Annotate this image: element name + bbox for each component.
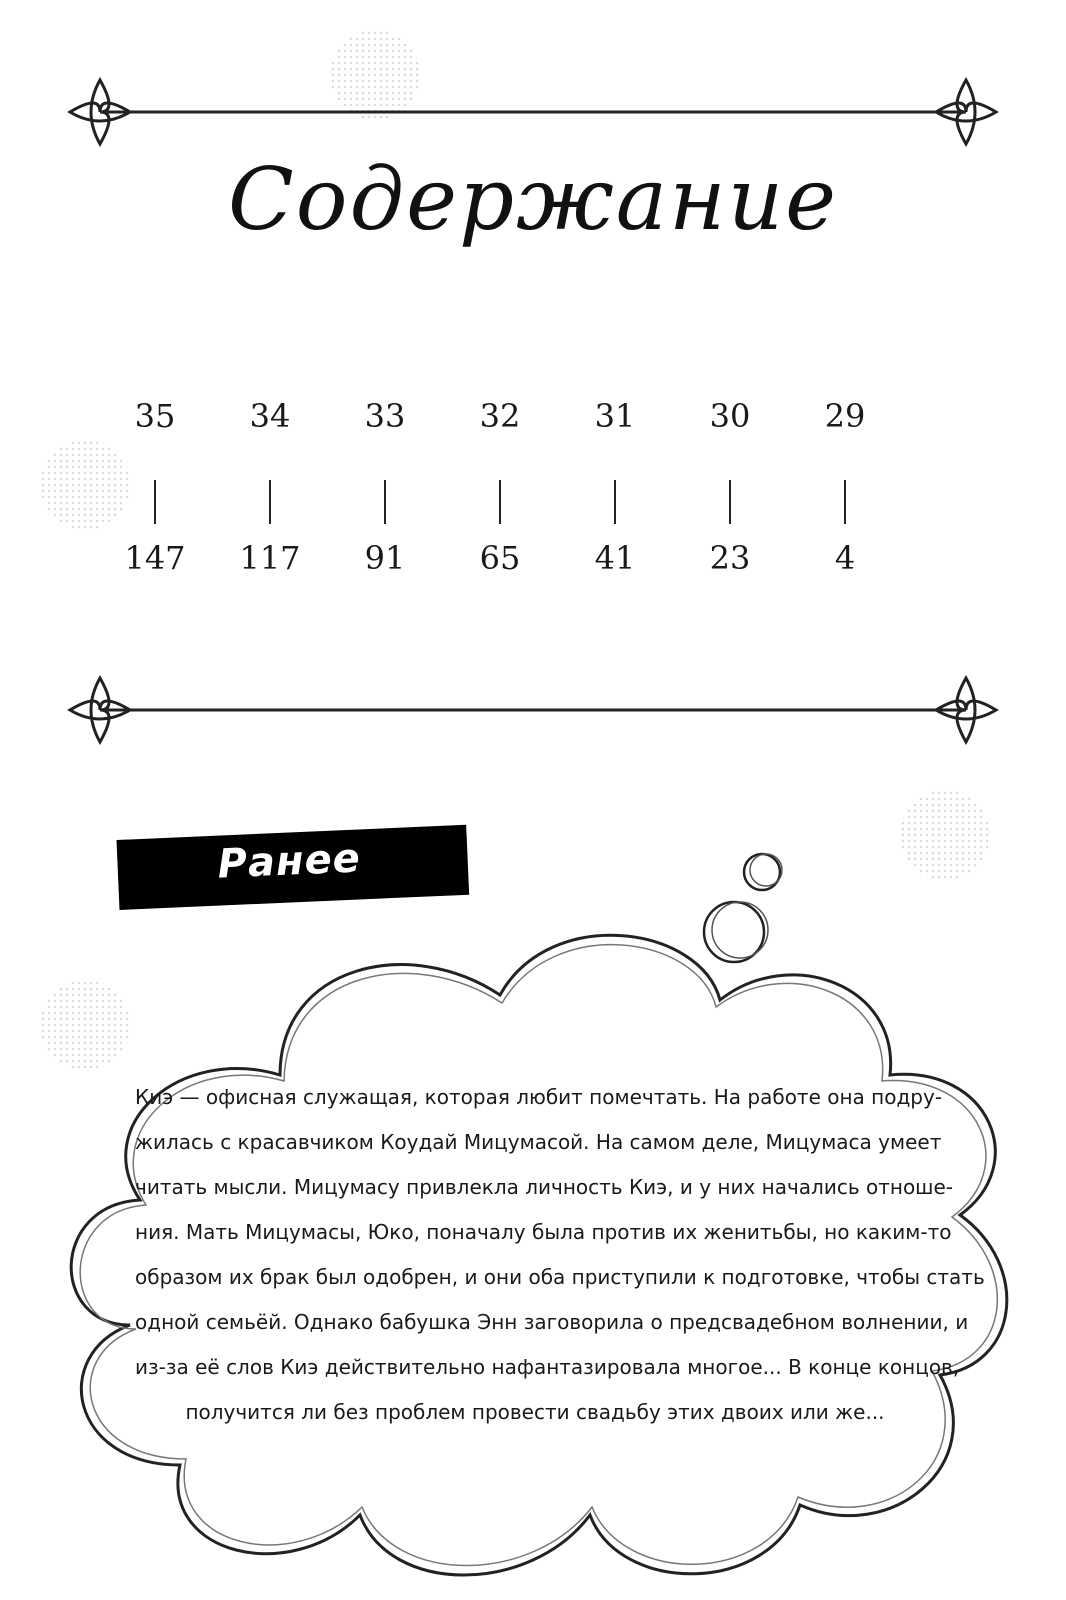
toc-entry[interactable] xyxy=(680,390,780,590)
previously-label-bar xyxy=(116,825,469,910)
divider-line xyxy=(614,480,616,524)
toc-entry[interactable] xyxy=(105,390,205,590)
divider-line xyxy=(154,480,156,524)
chapter-number: 34 xyxy=(249,397,291,435)
page-title: Содержание xyxy=(228,150,838,250)
summary-line: получится ли без проблем провести свадьбу этих двоих или же... xyxy=(185,1400,885,1424)
page-number: 117 xyxy=(239,539,301,577)
table-of-contents xyxy=(105,390,965,590)
page-number: 41 xyxy=(594,539,636,577)
summary-line: из-за её слов Киэ действительно нафантазировала многое... В конце концов, xyxy=(135,1355,960,1379)
chapter-number: 33 xyxy=(364,397,406,435)
summary-line: ния. Мать Мицумасы, Юко, поначалу была против их женитьбы, но каким-то xyxy=(135,1220,952,1244)
page-number: 147 xyxy=(124,539,186,577)
previously-summary xyxy=(135,1075,985,1435)
summary-line: одной семьёй. Однако бабушка Энн заговорила о предсвадебном волнении, и xyxy=(135,1310,969,1334)
divider-line xyxy=(844,480,846,524)
summary-line: образом их брак был одобрен, и они оба приступили к подготовке, чтобы стать xyxy=(135,1265,985,1289)
page-number: 23 xyxy=(709,539,751,577)
ornamental-divider-bottom xyxy=(60,668,1006,758)
summary-line: жилась с красавчиком Коудай Мицумасой. На самом деле, Мицумаса умеет xyxy=(135,1130,942,1154)
toc-entry[interactable] xyxy=(565,390,665,590)
chapter-number: 32 xyxy=(479,397,521,435)
toc-entry[interactable] xyxy=(220,390,320,590)
page-number: 91 xyxy=(364,539,406,577)
page-number: 65 xyxy=(479,539,521,577)
chapter-number: 30 xyxy=(709,397,751,435)
divider-line xyxy=(384,480,386,524)
chapter-number: 29 xyxy=(824,397,866,435)
summary-line: читать мысли. Мицумасу привлекла личность Киэ, и у них начались отноше- xyxy=(135,1175,953,1199)
chapter-number: 31 xyxy=(594,397,636,435)
divider-ornament-icon xyxy=(60,668,1006,758)
divider-line xyxy=(269,480,271,524)
toc-entry[interactable] xyxy=(450,390,550,590)
previously-label: Ранее xyxy=(216,835,362,888)
chapter-number: 35 xyxy=(134,397,176,435)
divider-line xyxy=(499,480,501,524)
toc-entry[interactable] xyxy=(335,390,435,590)
ornamental-divider-top xyxy=(60,70,1006,160)
page-number: 4 xyxy=(834,539,856,577)
toc-entry[interactable] xyxy=(795,390,895,590)
divider-ornament-icon xyxy=(60,70,1006,160)
divider-line xyxy=(729,480,731,524)
halftone-dots xyxy=(900,790,990,880)
summary-line: Киэ — офисная служащая, которая любит помечтать. На работе она подру- xyxy=(135,1085,943,1109)
